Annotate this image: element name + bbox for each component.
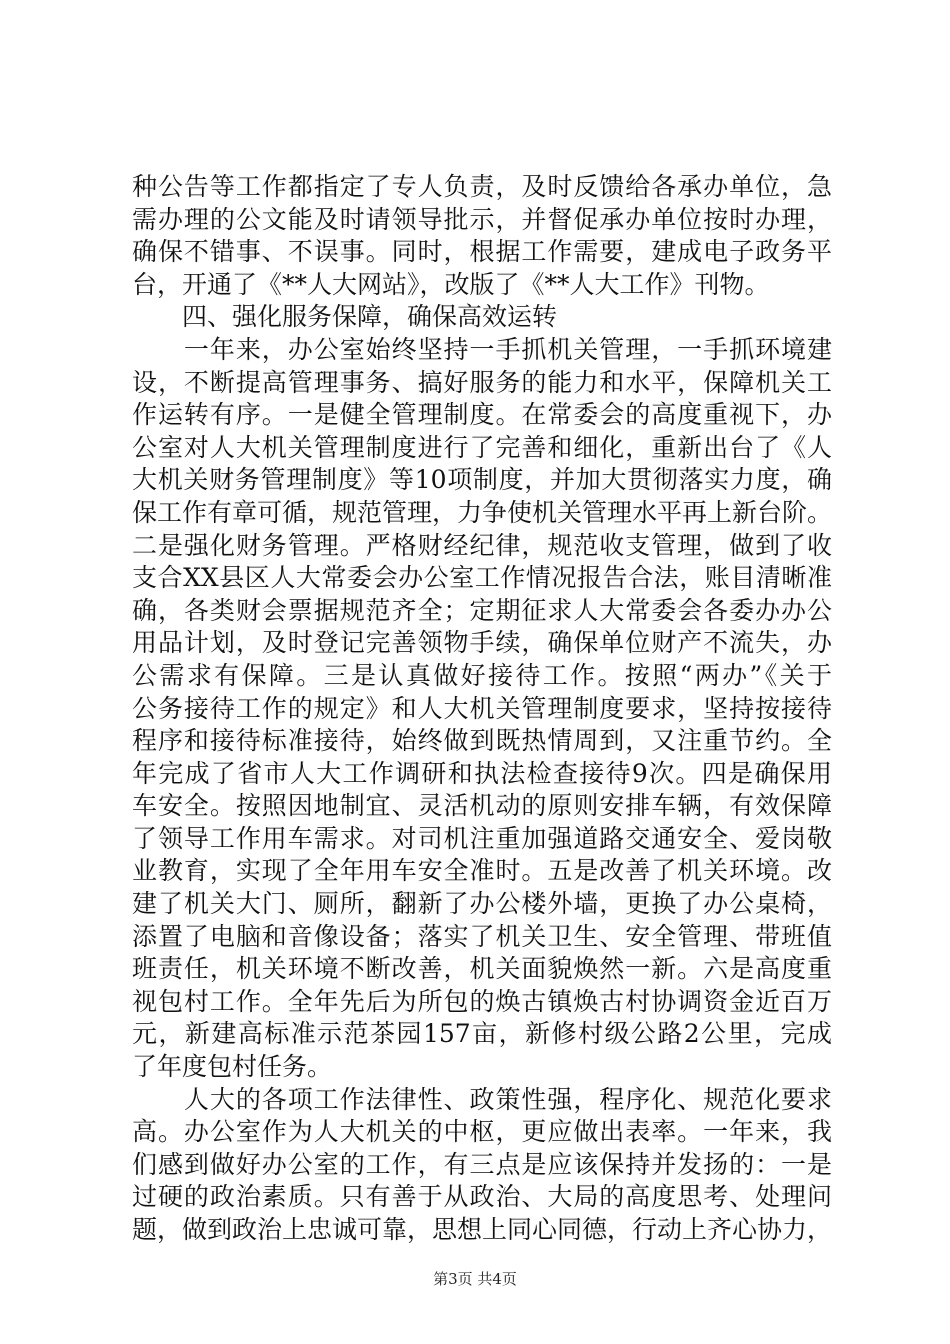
text-line: 保工作有章可循，规范管理，力争使机关管理水平再上新台阶。	[132, 497, 833, 527]
text-line: 视包村工作。全年先后为所包的焕古镇焕古村协调资金近百万	[132, 986, 832, 1016]
text-line: 业教育，实现了全年用车安全准时。五是改善了机关环境。改	[132, 856, 832, 886]
text-line: 公需求有保障。三是认真做好接待工作。按照“两办”《关于	[132, 660, 832, 690]
text-line: 了领导工作用车需求。对司机注重加强道路交通安全、爱岗敬	[132, 823, 832, 853]
text-line: 建了机关大门、厕所，翻新了办公楼外墙，更换了办公桌椅，	[132, 889, 832, 919]
text-line: 需办理的公文能及时请领导批示，并督促承办单位按时办理，	[132, 204, 832, 234]
text-line: 作运转有序。一是健全管理制度。在常委会的高度重视下，办	[132, 400, 832, 430]
text-line: 支合XX县区人大常委会办公室工作情况报告合法，账目清晰准	[132, 563, 832, 593]
text-line: 公室对人大机关管理制度进行了完善和细化，重新出台了《人	[132, 432, 832, 462]
text-line: 二是强化财务管理。严格财经纪律，规范收支管理，做到了收	[132, 530, 832, 560]
text-line: 公务接待工作的规定》和人大机关管理制度要求，坚持按接待	[132, 693, 832, 723]
text-line: 台，开通了《**人大网站》，改版了《**人大工作》刊物。	[132, 269, 770, 299]
document-body	[132, 171, 832, 1247]
text-line: 高。办公室作为人大机关的中枢，更应做出表率。一年来，我	[132, 1117, 832, 1147]
text-line: 添置了电脑和音像设备；落实了机关卫生、安全管理、带班值	[132, 921, 832, 951]
text-line: 车安全。按照因地制宜、灵活机动的原则安排车辆，有效保障	[132, 791, 832, 821]
text-line: 们感到做好办公室的工作，有三点是应该保持并发扬的：一是	[132, 1149, 832, 1179]
text-line: 年完成了省市人大工作调研和执法检查接待9次。四是确保用	[132, 758, 832, 788]
text-line: 种公告等工作都指定了专人负责，及时反馈给各承办单位，急	[132, 172, 832, 201]
text-line: 四、强化服务保障，确保高效运转	[132, 302, 558, 332]
text-line: 一年来，办公室始终坚持一手抓机关管理，一手抓环境建	[132, 334, 832, 364]
text-line: 程序和接待标准接待，始终做到既热情周到，又注重节约。全	[132, 726, 832, 756]
text-line: 用品计划，及时登记完善领物手续，确保单位财产不流失，办	[132, 628, 832, 658]
text-line: 人大的各项工作法律性、政策性强，程序化、规范化要求	[132, 1084, 832, 1114]
page-footer: 第3页 共4页	[433, 1270, 517, 1288]
text-line: 题，做到政治上忠诚可靠，思想上同心同德，行动上齐心协力，	[132, 1215, 833, 1244]
text-line: 确，各类财会票据规范齐全；定期征求人大常委会各委办办公	[132, 595, 832, 625]
text-line: 大机关财务管理制度》等10项制度，并加大贯彻落实力度，确	[132, 465, 832, 495]
text-line: 班责任，机关环境不断改善，机关面貌焕然一新。六是高度重	[132, 954, 832, 984]
text-line: 设，不断提高管理事务、搞好服务的能力和水平，保障机关工	[132, 367, 832, 397]
text-line: 元，新建高标准示范茶园157亩，新修村级公路2公里，完成	[132, 1019, 832, 1049]
text-line: 确保不错事、不误事。同时，根据工作需要，建成电子政务平	[132, 237, 832, 267]
text-line: 过硬的政治素质。只有善于从政治、大局的高度思考、处理问	[132, 1182, 832, 1212]
text-line: 了年度包村任务。	[132, 1052, 333, 1082]
